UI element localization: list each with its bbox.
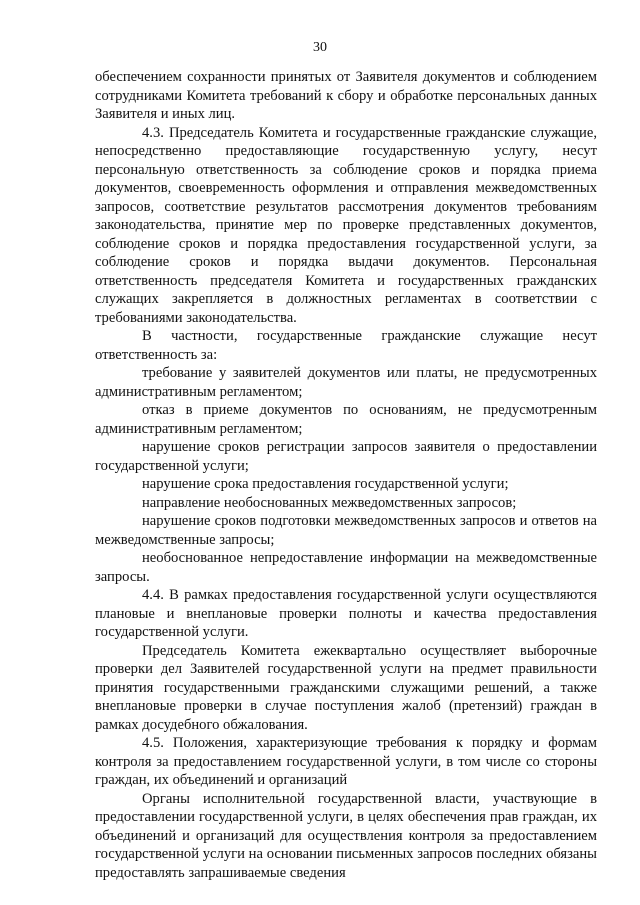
document-body	[95, 68, 597, 882]
list-item-request-preparation: нарушение сроков подготовки межведомственных запросов и ответов на межведомственные запросы;	[95, 513, 597, 548]
paragraph-executive-bodies: Органы исполнительной государственной власти, участвующие в предоставлении государственной услуги, в целях обеспечения прав граждан, их объединений и организаций для осуществления контроля за предоставлением государственной услуги на основании письменных запросов последних обязаны предоставлять запрашиваемые сведения	[95, 790, 597, 881]
list-item-registration-terms: нарушение сроков регистрации запросов заявителя о предоставлении государственной услуги;	[95, 439, 597, 474]
list-item-information-refusal: необоснованное непредоставление информации на межведомственные запросы.	[95, 550, 597, 585]
paragraph-responsibility-intro: В частности, государственные гражданские служащие несут ответственность за:	[95, 328, 597, 363]
paragraph-chairman-inspections: Председатель Комитета ежеквартально осуществляет выборочные проверки дел Заявителей государственной услуги на предмет правильности принятия государственными гражданскими служащими решений, а также внеплановые проверки в случае поступления жалоб (претензий) граждан в рамках досудебного обжалования.	[95, 642, 597, 733]
paragraph-4-5: 4.5. Положения, характеризующие требования к порядку и формам контроля за предоставлением государственной услуги, в том числе со стороны граждан, их объединений и организаций	[95, 735, 597, 788]
list-item-refusal-of-documents: отказ в приеме документов по основаниям, не предусмотренным административным регламентом;	[95, 402, 597, 437]
page-number: 30	[313, 40, 327, 55]
list-item-documents-or-fees: требование у заявителей документов или платы, не предусмотренных административным регламентом;	[95, 365, 597, 400]
list-item-service-term: нарушение срока предоставления государственной услуги;	[142, 476, 509, 492]
paragraph-continuation: обеспечением сохранности принятых от Заявителя документов и соблюдением сотрудниками Комитета требований к сбору и обработке персональных данных Заявителя и иных лиц.	[95, 69, 597, 122]
paragraph-4-4: 4.4. В рамках предоставления государственной услуги осуществляются плановые и внеплановые проверки полноты и качества предоставления государственной услуги.	[95, 587, 597, 640]
paragraph-4-3: 4.3. Председатель Комитета и государственные гражданские служащие, непосредственно предоставляющие государственную услугу, несут персональную ответственность за соблюдение сроков и порядка приема документов, своевременность оформления и отправления межведомственных запросов, соответствие результатов рассмотрения документов требованиям законодательства, принятие мер по проверке представленных документов, соблюдение сроков и порядка предоставления государственной услуги, за соблюдение сроков и порядка выдачи документов. Персональная ответственность председателя Комитета и государственных гражданских служащих закрепляется в должностных регламентах в соответствии с требованиями законодательства.	[95, 124, 597, 326]
list-item-unfounded-requests: направление необоснованных межведомственных запросов;	[142, 494, 517, 511]
